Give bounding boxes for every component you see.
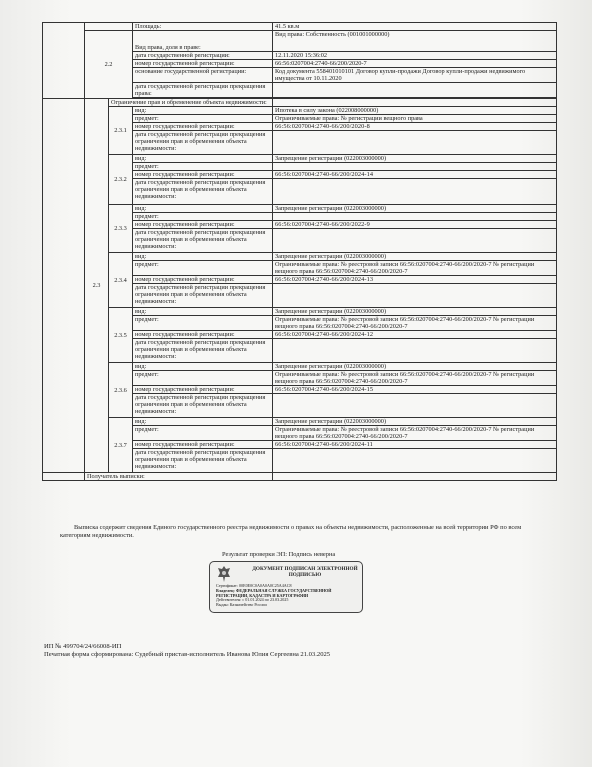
restriction-end-date-label: дата государственной регистрации прекращения ограничения прав и обременения объекта недвижимости:: [133, 394, 273, 418]
section-2-2-number: 2.2: [85, 31, 133, 99]
restriction-reg-value: 66:56:0207004:2740-66/200/2024-14: [273, 171, 557, 179]
restriction-end-date-label: дата государственной регистрации прекращения ограничения прав и обременения объекта недвижимости:: [133, 229, 273, 253]
restriction-end-date-value: [273, 131, 557, 155]
restriction-number: 2.3.6: [109, 363, 133, 418]
restriction-kind-value: Запрещение регистрации (022003000000): [273, 363, 557, 371]
restriction-subject-value: [273, 213, 557, 221]
basis-label: основание государственной регистрации:: [133, 68, 273, 83]
restriction-reg-label: номер государственной регистрации:: [133, 331, 273, 339]
restriction-row: [43, 107, 557, 115]
restriction-subject-label: предмет:: [133, 163, 273, 171]
restriction-reg-label: номер государственной регистрации:: [133, 441, 273, 449]
restriction-end-date-value: [273, 339, 557, 363]
restriction-kind-value: Ипотека в силу закона (022008000000): [273, 107, 557, 115]
restriction-reg-value: 66:56:0207004:2740-66/200/2024-13: [273, 276, 557, 284]
restriction-kind-label: вид:: [133, 253, 273, 261]
restriction-reg-value: 66:56:0207004:2740-66/200/2024-12: [273, 331, 557, 339]
restriction-kind-label: вид:: [133, 363, 273, 371]
restriction-reg-label: номер государственной регистрации:: [133, 221, 273, 229]
reg-number-label: номер государственной регистрации:: [133, 60, 273, 68]
restriction-end-date-value: [273, 449, 557, 473]
restriction-kind-label: вид:: [133, 308, 273, 316]
restriction-reg-label: номер государственной регистрации:: [133, 123, 273, 131]
stamp-details: [216, 584, 358, 608]
stamp-certificate: Сертификат: 00E0E0C0A0A0A0C25A4AC8: [216, 583, 292, 588]
restriction-kind-value: Запрещение регистрации (022003000000): [273, 418, 557, 426]
restriction-reg-label: номер государственной регистрации:: [133, 276, 273, 284]
restriction-row: [43, 418, 557, 426]
restriction-kind-value: Запрещение регистрации (022003000000): [273, 308, 557, 316]
restriction-row: [43, 155, 557, 163]
restriction-reg-value: 66:56:0207004:2740-66/200/2020-8: [273, 123, 557, 131]
restriction-reg-value: 66:56:0207004:2740-66/200/2024-15: [273, 386, 557, 394]
restriction-row: [43, 253, 557, 261]
stamp-valid: Действителен: с 01.01.2024 по 23.03.2025: [216, 597, 289, 603]
recipient-label: Получатель выписки:: [85, 473, 273, 481]
ip-number: ИП № 499704/24/66008-ИП: [44, 643, 122, 650]
recipient-row: [43, 473, 557, 481]
restriction-kind-label: вид:: [133, 107, 273, 115]
restrictions-header-row: [43, 99, 557, 107]
restriction-end-date-value: [273, 179, 557, 205]
restriction-kind-label: вид:: [133, 418, 273, 426]
restriction-subject-label: предмет:: [133, 115, 273, 123]
restriction-subject-label: предмет:: [133, 426, 273, 441]
restriction-kind-value: Запрещение регистрации (022003000000): [273, 205, 557, 213]
restriction-row: [43, 205, 557, 213]
restriction-number: 2.3.7: [109, 418, 133, 473]
recipient-value: [273, 473, 557, 481]
restriction-subject-label: предмет:: [133, 316, 273, 331]
restriction-kind-value: Запрещение регистрации (022003000000): [273, 155, 557, 163]
restriction-number: 2.3.3: [109, 205, 133, 253]
restriction-row: [43, 308, 557, 316]
restriction-reg-value: 66:56:0207004:2740-66/200/2024-11: [273, 441, 557, 449]
area-row: [43, 23, 557, 31]
restriction-end-date-value: [273, 394, 557, 418]
reg-date-value: 12.11.2020 15:36:02: [273, 52, 557, 60]
area-value: 41.5 кв.м: [273, 23, 557, 31]
basis-value: Код документа 558401010101 Договор купли-продажи Договор купли-продажи недвижимого имущества от 10.11.2020: [273, 68, 557, 83]
signature-check-result: Результат проверки ЭП: Подпись неверна: [222, 551, 336, 558]
electronic-signature-stamp: [209, 561, 363, 613]
right-kind-value: Вид права: Собственность (001001000000): [273, 31, 557, 52]
section-2-3-number: 2.3: [85, 99, 109, 473]
stamp-owner: Владелец: ФЕДЕРАЛЬНАЯ СЛУЖБА ГОСУДАРСТВЕННОЙ РЕГИСТРАЦИИ, КАДАСТРА И КАРТОГРАФИИ: [216, 587, 332, 598]
restriction-number: 2.3.4: [109, 253, 133, 308]
restriction-end-date-label: дата государственной регистрации прекращения ограничения прав и обременения объекта недвижимости:: [133, 179, 273, 205]
restriction-subject-value: [273, 163, 557, 171]
restrictions-header-label: Ограничение прав и обременение объекта недвижимости:: [109, 99, 273, 107]
restriction-end-date-label: дата государственной регистрации прекращения ограничения прав и обременения объекта недвижимости:: [133, 131, 273, 155]
area-label: Площадь:: [133, 23, 273, 31]
restriction-number: 2.3.1: [109, 107, 133, 155]
extract-footer-note: Выписка содержит сведения Единого государственного реестра недвижимости о правах на объекты недвижимости, расположенные на всей территории РФ по всем категориям недвижимости.: [60, 524, 522, 539]
right-kind-row: [43, 31, 557, 52]
termination-value: [273, 83, 557, 98]
restriction-number: 2.3.5: [109, 308, 133, 363]
restriction-end-date-value: [273, 229, 557, 253]
restriction-subject-value: Ограничиваемые права: № реестровой записи 66:56:0207004:2740-66/200/2020-7 № регистрации вещного права 66:56:0207004:2740-66/200/2020-7: [273, 261, 557, 276]
print-form-line: Печатная форма сформирована: Судебный пристав-исполнитель Иванова Юлия Сергеевна 21.03.2025: [44, 651, 331, 659]
restriction-subject-label: предмет:: [133, 213, 273, 221]
restriction-kind-label: вид:: [133, 155, 273, 163]
restriction-kind-value: Запрещение регистрации (022003000000): [273, 253, 557, 261]
registry-extract-table: [42, 22, 557, 481]
restriction-subject-value: Ограничиваемые права: № реестровой записи 66:56:0207004:2740-66/200/2020-7 № регистрации вещного права 66:56:0207004:2740-66/200/2020-7: [273, 316, 557, 331]
restriction-number: 2.3.2: [109, 155, 133, 205]
coat-of-arms-icon: [216, 565, 232, 583]
restriction-reg-label: номер государственной регистрации:: [133, 171, 273, 179]
restriction-subject-value: Ограничиваемые права: № реестровой записи 66:56:0207004:2740-66/200/2020-7 № регистрации вещного права 66:56:0207004:2740-66/200/2020-7: [273, 426, 557, 441]
reg-number-value: 66:56:0207004:2740-66/200/2020-7: [273, 60, 557, 68]
restriction-end-date-label: дата государственной регистрации прекращения ограничения прав и обременения объекта недвижимости:: [133, 284, 273, 308]
restriction-end-date-value: [273, 284, 557, 308]
restriction-subject-label: предмет:: [133, 371, 273, 386]
stamp-title: ДОКУМЕНТ ПОДПИСАН ЭЛЕКТРОННОЙ ПОДПИСЬЮ: [252, 566, 358, 578]
enforcement-info: [44, 643, 330, 660]
restriction-end-date-label: дата государственной регистрации прекращения ограничения прав и обременения объекта недвижимости:: [133, 449, 273, 473]
restriction-end-date-label: дата государственной регистрации прекращения ограничения прав и обременения объекта недвижимости:: [133, 339, 273, 363]
restriction-subject-value: Ограничиваемые права: № реестровой записи 66:56:0207004:2740-66/200/2020-7 № регистрации вещного права 66:56:0207004:2740-66/200/2020-7: [273, 371, 557, 386]
stamp-issuer: Выдан: Казначейство России: [216, 602, 267, 608]
termination-label: дата государственной регистрации прекращения права:: [133, 83, 273, 98]
restriction-reg-label: номер государственной регистрации:: [133, 386, 273, 394]
restriction-subject-value: Ограничиваемые права: № регистрации вещного права: [273, 115, 557, 123]
restriction-subject-label: предмет:: [133, 261, 273, 276]
restriction-reg-value: 66:56:0207004:2740-66/200/2022-9: [273, 221, 557, 229]
reg-date-label: дата государственной регистрации:: [133, 52, 273, 60]
right-kind-label: Вид права, доля в праве:: [133, 31, 273, 52]
restriction-row: [43, 363, 557, 371]
restriction-kind-label: вид:: [133, 205, 273, 213]
